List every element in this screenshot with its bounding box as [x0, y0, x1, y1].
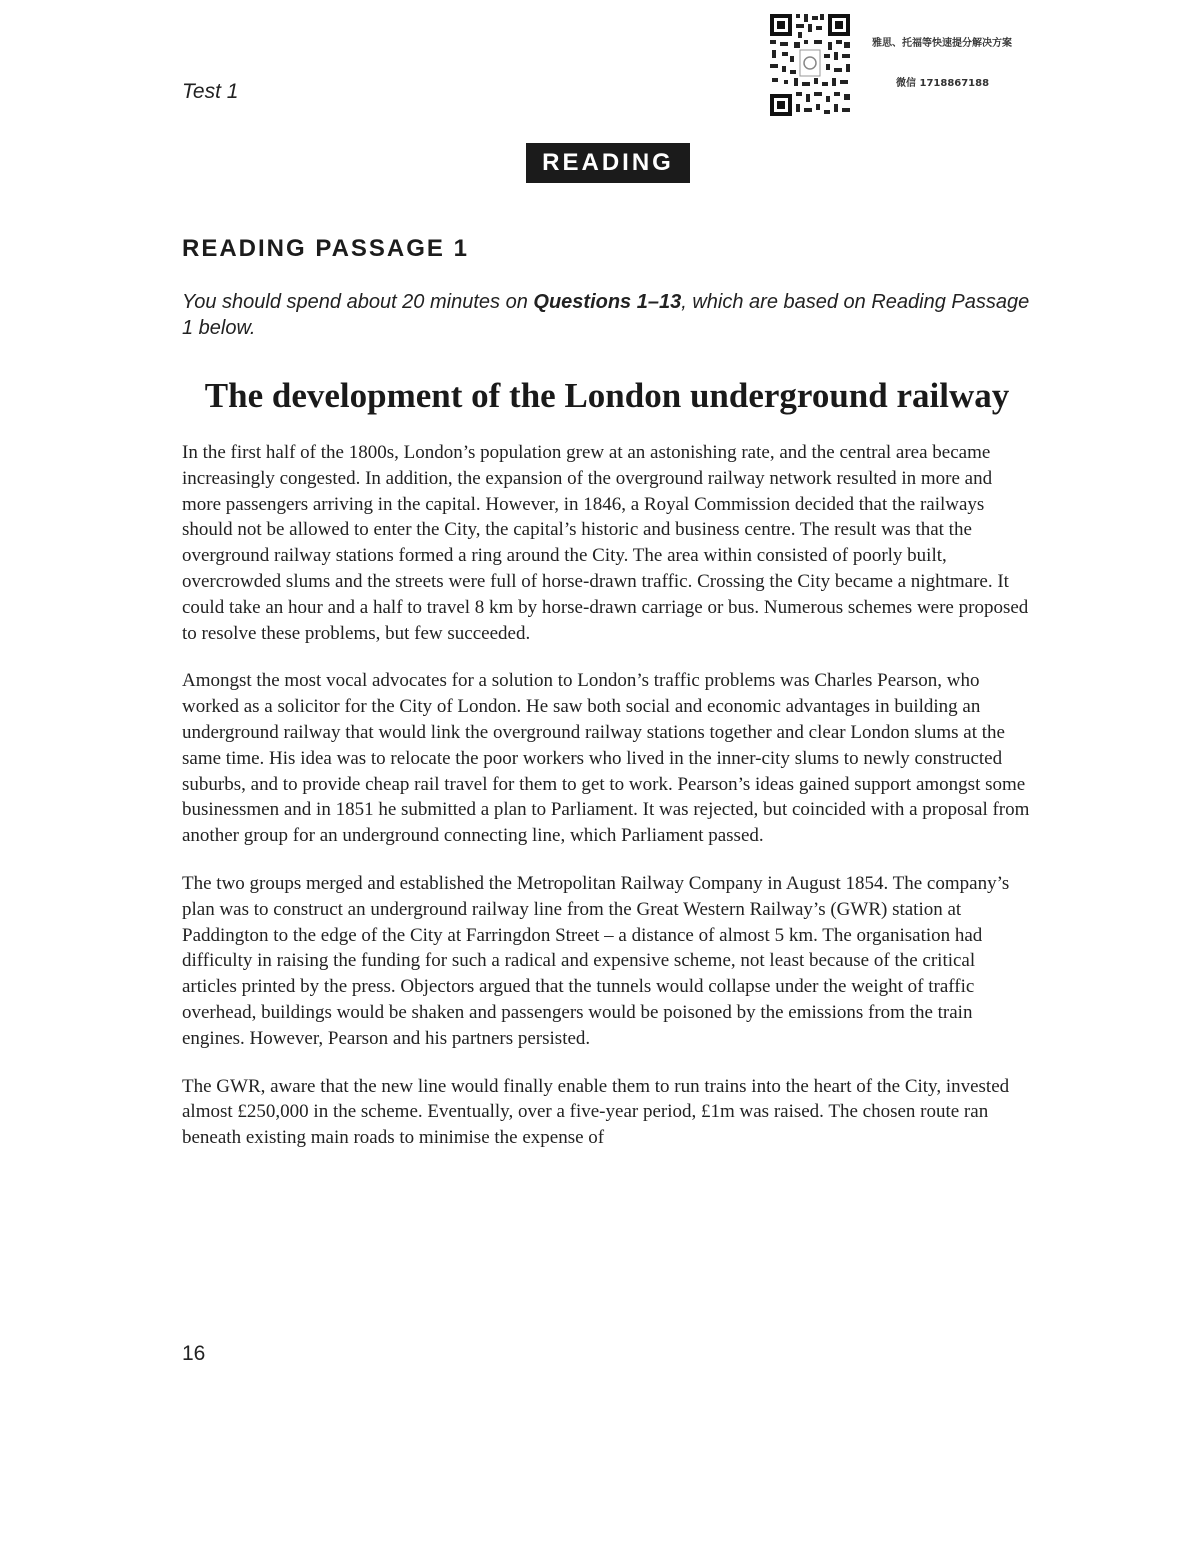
passage-heading: READING PASSAGE 1 [182, 235, 469, 262]
instructions-questions: Questions 1–13 [533, 291, 682, 313]
qr-contact-text: 微信 1718867188 [896, 78, 990, 89]
qr-code [768, 12, 852, 118]
page-number: 16 [182, 1342, 206, 1365]
paragraph: The GWR, aware that the new line would finally enable them to run trains into the heart of the City, invested almost £250,000 in the scheme. Eventually, over a five-year period, £1m was raised. The chosen route ran beneath existing main roads to minimise the expense of [182, 1075, 1010, 1149]
paragraph: In the first half of the 1800s, London’s population grew at an astonishing rate, and the central area became increasingly congested. In addition, the expansion of the overground railway network resulted in more and more passengers arriving in the capital. However, in 1846, a Royal Commission decided that the railways should not be allowed to enter the City, the capital’s historic and business centre. The result was that the overground railway stations formed a ring around the City. The area within consisted of poorly built, overcrowded slums and the streets were full of horse-drawn traffic. Crossing the City became a nightmare. It could take an hour and a half to travel 8 km by horse-drawn carriage or bus. Numerous schemes were proposed to resolve these problems, but few succeeded. [182, 442, 1029, 644]
paragraph: Amongst the most vocal advocates for a solution to London’s traffic problems was Charles Pearson, who worked as a solicitor for the City of London. He saw both social and economic advantages in building an underground railway that would link the overground railway stations together and clear London slums at the same time. His idea was to relocate the poor workers who lived in the inner-city slums to newly constructed suburbs, and to provide cheap rail travel for them to get to work. Pearson’s ideas gained support amongst some businessmen and in 1851 he submitted a plan to Parliament. It was rejected, but coincided with a proposal from another group for an underground connecting line, which Parliament passed. [182, 670, 1030, 847]
passage-instructions [182, 289, 1032, 341]
qr-code-icon [768, 12, 852, 118]
article-title: The development of the London underground railway [204, 376, 1010, 415]
reading-section-badge: READING [526, 143, 690, 183]
instructions-tail: , which are based on Reading Passage 1 below. [182, 291, 1030, 339]
paragraph: The two groups merged and established the Metropolitan Railway Company in August 1854. The company’s plan was to construct an underground railway line from the Great Western Railway’s (GWR) station at Paddington to the edge of the City at Farringdon Street – a distance of almost 5 km. The organisation had difficulty in raising the funding for such a radical and expensive scheme, not least because of the critical articles printed by the press. Objectors argued that the tunnels would collapse under the weight of traffic overhead, buildings would be shaken and passengers would be poisoned by the emissions from the train engines. However, Pearson and his partners persisted. [182, 872, 1010, 1049]
article-body [182, 440, 1034, 1173]
qr-caption: 雅思、托福等快速提分解决方案 [872, 38, 1012, 49]
running-header-test-label: Test 1 [182, 80, 239, 103]
instructions-lead: You should spend about 20 minutes on [182, 291, 534, 313]
